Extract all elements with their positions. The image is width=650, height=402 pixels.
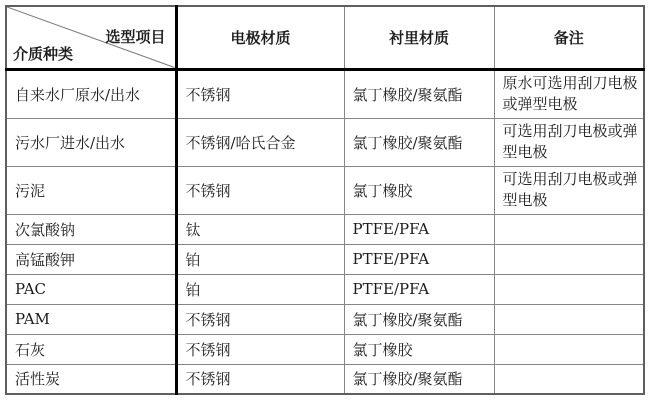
electrode-cell: 不锈钢: [176, 166, 344, 214]
electrode-cell: 铂: [176, 244, 344, 274]
remark-cell: [494, 244, 644, 274]
remark-cell: 原水可选用刮刀电极或弹型电极: [494, 69, 644, 118]
electrode-cell: 不锈钢: [176, 69, 344, 118]
lining-cell: 氯丁橡胶/聚氨酯: [344, 304, 494, 334]
lining-cell: 氯丁橡胶: [344, 166, 494, 214]
electrode-cell: 钛: [176, 214, 344, 244]
remark-cell: 可选用刮刀电极或弹型电极: [494, 118, 644, 166]
table-row: [6, 274, 644, 304]
medium-cell: 污泥: [6, 166, 176, 214]
table-row: [6, 118, 644, 166]
diagonal-header-top-label: 选型项目: [105, 28, 166, 46]
lining-cell: PTFE/PFA: [344, 244, 494, 274]
table-row: [6, 364, 644, 394]
table-row: [6, 69, 644, 118]
remark-cell: [494, 214, 644, 244]
electrode-cell: 不锈钢: [176, 334, 344, 364]
column-header-electrode: 电极材质: [176, 6, 344, 69]
lining-cell: 氯丁橡胶: [344, 334, 494, 364]
lining-cell: PTFE/PFA: [344, 214, 494, 244]
lining-cell: PTFE/PFA: [344, 274, 494, 304]
medium-cell: 活性炭: [6, 364, 176, 394]
medium-cell: 自来水厂原水/出水: [6, 69, 176, 118]
remark-cell: [494, 334, 644, 364]
table-row: [6, 166, 644, 214]
remark-cell: 可选用刮刀电极或弹型电极: [494, 166, 644, 214]
electrode-cell: 不锈钢/哈氏合金: [176, 118, 344, 166]
header-row: [6, 6, 644, 69]
diagonal-header-bottom-label: 介质种类: [13, 44, 74, 63]
lining-cell: 氯丁橡胶/聚氨酯: [344, 364, 494, 394]
remark-cell: [494, 304, 644, 334]
diagonal-header-cell: [6, 6, 176, 69]
electrode-cell: 不锈钢: [176, 364, 344, 394]
remark-cell: [494, 274, 644, 304]
medium-cell: PAC: [6, 274, 176, 304]
table-row: [6, 244, 644, 274]
medium-cell: PAM: [6, 304, 176, 334]
table-row: [6, 214, 644, 244]
medium-cell: 污水厂进水/出水: [6, 118, 176, 166]
column-header-remark: 备注: [494, 6, 644, 69]
medium-cell: 高锰酸钾: [6, 244, 176, 274]
medium-cell: 次氯酸钠: [6, 214, 176, 244]
table-row: [6, 334, 644, 364]
medium-cell: 石灰: [6, 334, 176, 364]
column-header-lining: 衬里材质: [344, 6, 494, 69]
electrode-cell: 铂: [176, 274, 344, 304]
lining-cell: 氯丁橡胶/聚氨酯: [344, 118, 494, 166]
remark-cell: [494, 364, 644, 394]
lining-cell: 氯丁橡胶/聚氨酯: [344, 69, 494, 118]
selection-table: [5, 5, 645, 395]
electrode-cell: 不锈钢: [176, 304, 344, 334]
table-row: [6, 304, 644, 334]
